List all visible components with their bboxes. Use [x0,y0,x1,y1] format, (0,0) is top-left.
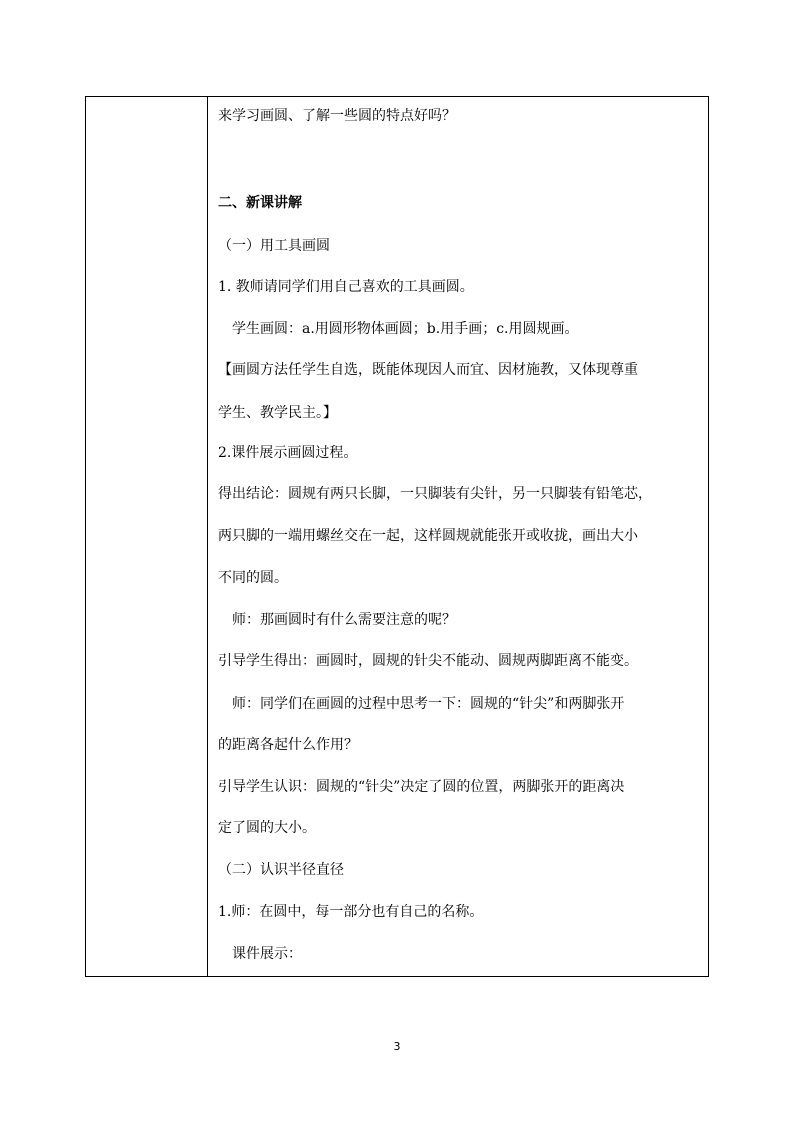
text-line: 1. 教师请同学们用自己喜欢的工具画圆。 [218,279,474,295]
subsection-heading: （二）认识半径直径 [218,862,344,878]
table-content-column [208,97,708,976]
text-line: 1.师：在圆中，每一部分也有自己的名称。 [218,904,484,920]
text-line: 师：同学们在画圆的过程中思考一下：圆规的“针尖”和两脚张开 [232,696,625,712]
note-line: 【画圆方法任学生自选，既能体现因人而宜、因材施教，又体现尊重 [218,362,638,378]
text-line: 引导学生得出：画圆时，圆规的针尖不能动、圆规两脚距离不能变。 [218,653,638,669]
lesson-table [85,96,709,977]
text-line: 学生画圆：a.用圆形物体画圆；b.用手画；c.用圆规画。 [232,321,579,337]
text-line: 来学习画圆、了解一些圆的特点好吗？ [218,108,456,124]
text-line: 两只脚的一端用螺丝交在一起，这样圆规就能张开或收拢，画出大小 [218,528,638,544]
text-line: 师：那画圆时有什么需要注意的呢？ [232,612,456,628]
text-line: 的距离各起什么作用？ [218,737,358,753]
text-line: 2.课件展示画圆过程。 [218,445,358,461]
section-heading: 二、新课讲解 [218,195,302,211]
page-number: 3 [393,1040,401,1053]
text-line: 引导学生认识：圆规的“针尖”决定了圆的位置，两脚张开的距离决 [218,779,625,795]
note-line: 学生、教学民主。】 [218,405,337,421]
text-line: 不同的圆。 [218,570,288,586]
text-line: 得出结论：圆规有两只长脚，一只脚装有尖针，另一只脚装有铅笔芯， [218,486,652,502]
subsection-heading: （一）用工具画圆 [218,238,330,254]
text-line: 课件展示： [232,946,302,962]
table-left-column [86,97,208,976]
text-line: 定了圆的大小。 [218,820,316,836]
